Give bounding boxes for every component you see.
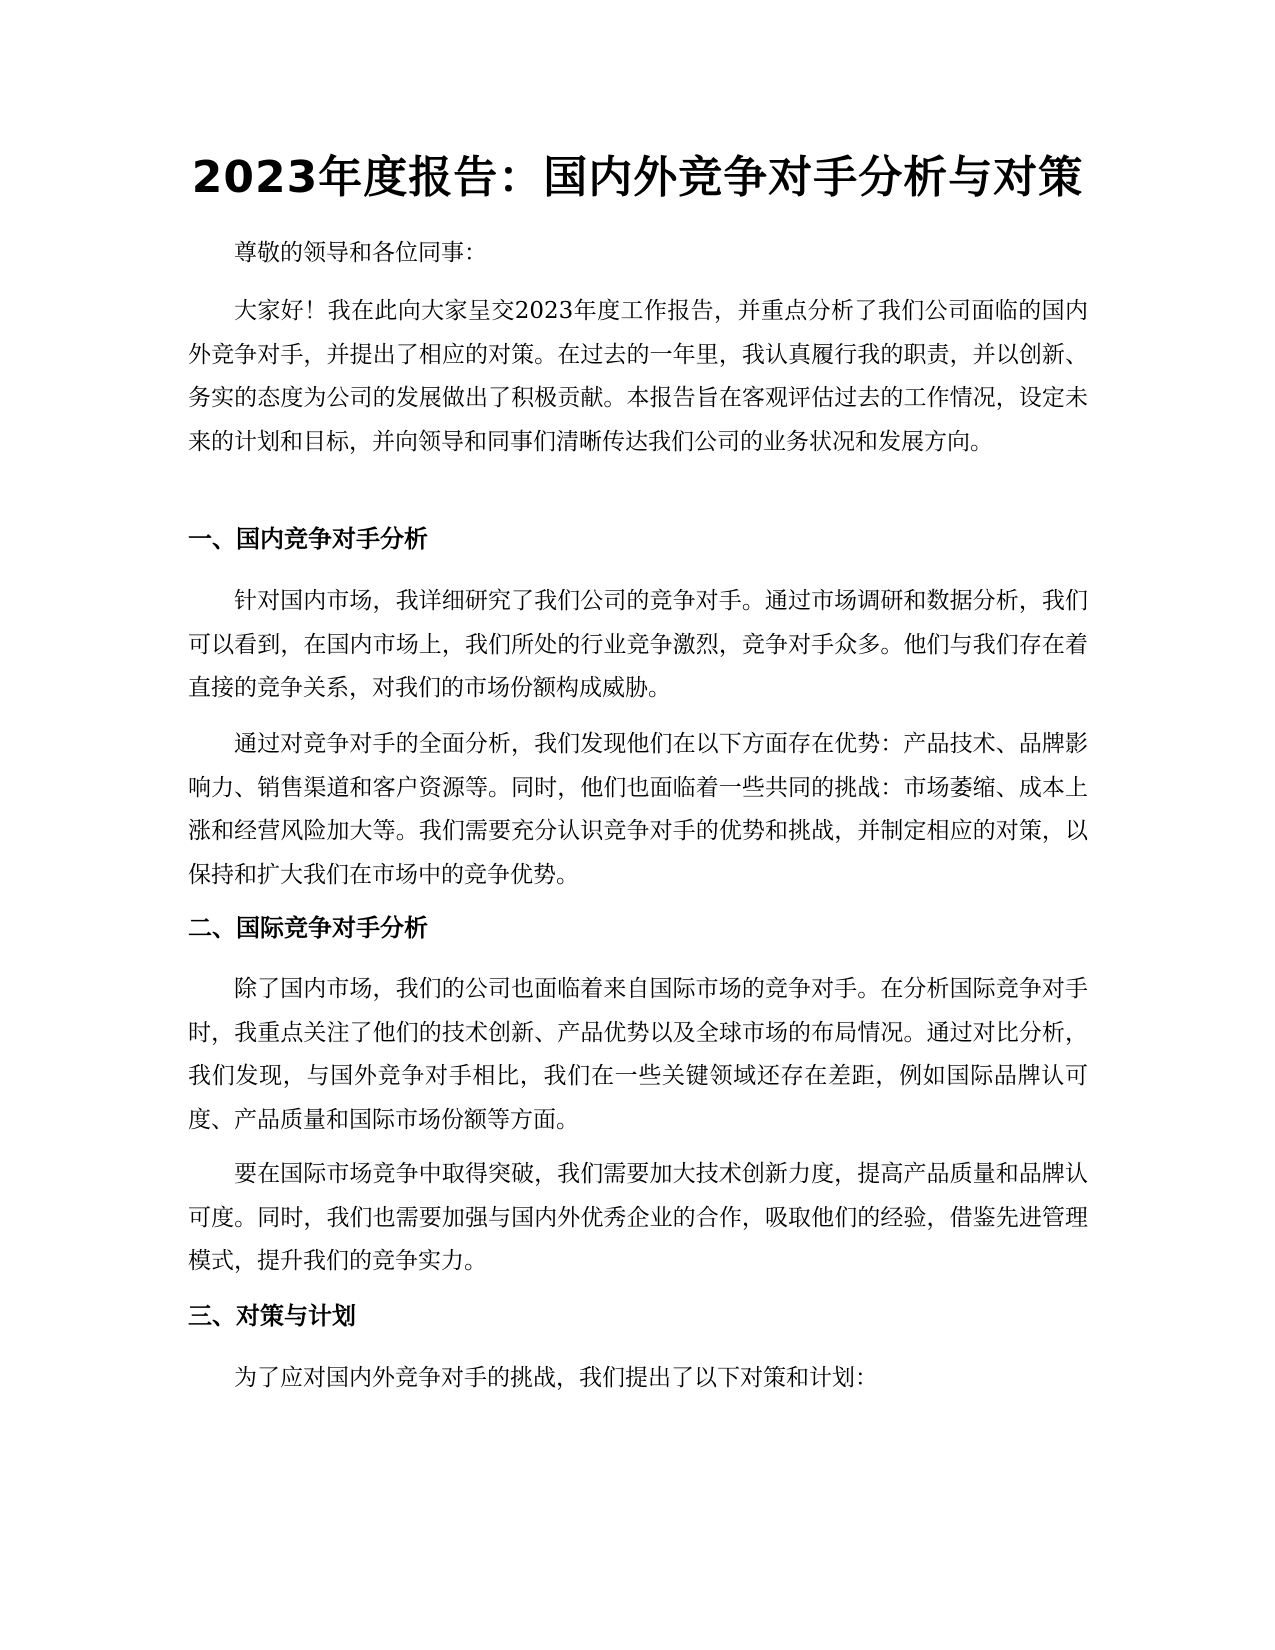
section-heading-domestic: 一、国内竞争对手分析 (188, 525, 428, 553)
section-domestic-paragraph-2: 通过对竞争对手的全面分析，我们发现他们在以下方面存在优势：产品技术、品牌影响力、销售渠道和客户资源等。同时，他们也面临着一些共同的挑战：市场萎缩、成本上涨和经营风险加大等。我们需要充分认识竞争对手的优势和挑战，并制定相应的对策，以保持和扩大我们在市场中的竞争优势。 (188, 731, 1088, 888)
section-international-paragraph-2: 要在国际市场竞争中取得突破，我们需要加大技术创新力度，提高产品质量和品牌认可度。同时，我们也需要加强与国内外优秀企业的合作，吸取他们的经验，借鉴先进管理模式，提升我们的竞争实力。 (188, 1161, 1088, 1274)
greeting: 尊敬的领导和各位同事： (234, 240, 487, 266)
section-strategy-paragraph-1: 为了应对国内外竞争对手的挑战，我们提出了以下对策和计划： (234, 1365, 878, 1391)
section-heading-international: 二、国际竞争对手分析 (188, 914, 428, 942)
section-heading-strategy: 三、对策与计划 (188, 1302, 356, 1330)
section-international-paragraph-1: 除了国内市场，我们的公司也面临着来自国际市场的竞争对手。在分析国际竞争对手时，我重点关注了他们的技术创新、产品优势以及全球市场的布局情况。通过对比分析，我们发现，与国外竞争对手相比，我们在一些关键领域还存在差距，例如国际品牌认可度、产品质量和国际市场份额等方面。 (188, 976, 1088, 1133)
section-domestic-paragraph-1: 针对国内市场，我详细研究了我们公司的竞争对手。通过市场调研和数据分析，我们可以看到，在国内市场上，我们所处的行业竞争激烈，竞争对手众多。他们与我们存在着直接的竞争关系，对我们的市场份额构成威胁。 (188, 588, 1088, 701)
document-title: 2023年度报告：国内外竞争对手分析与对策 (191, 152, 1084, 203)
intro-paragraph: 大家好！我在此向大家呈交2023年度工作报告，并重点分析了我们公司面临的国内外竞争对手，并提出了相应的对策。在过去的一年里，我认真履行我的职责，并以创新、务实的态度为公司的发展做出了积极贡献。本报告旨在客观评估过去的工作情况，设定未来的计划和目标，并向领导和同事们清晰传达我们公司的业务状况和发展方向。 (188, 298, 1088, 455)
